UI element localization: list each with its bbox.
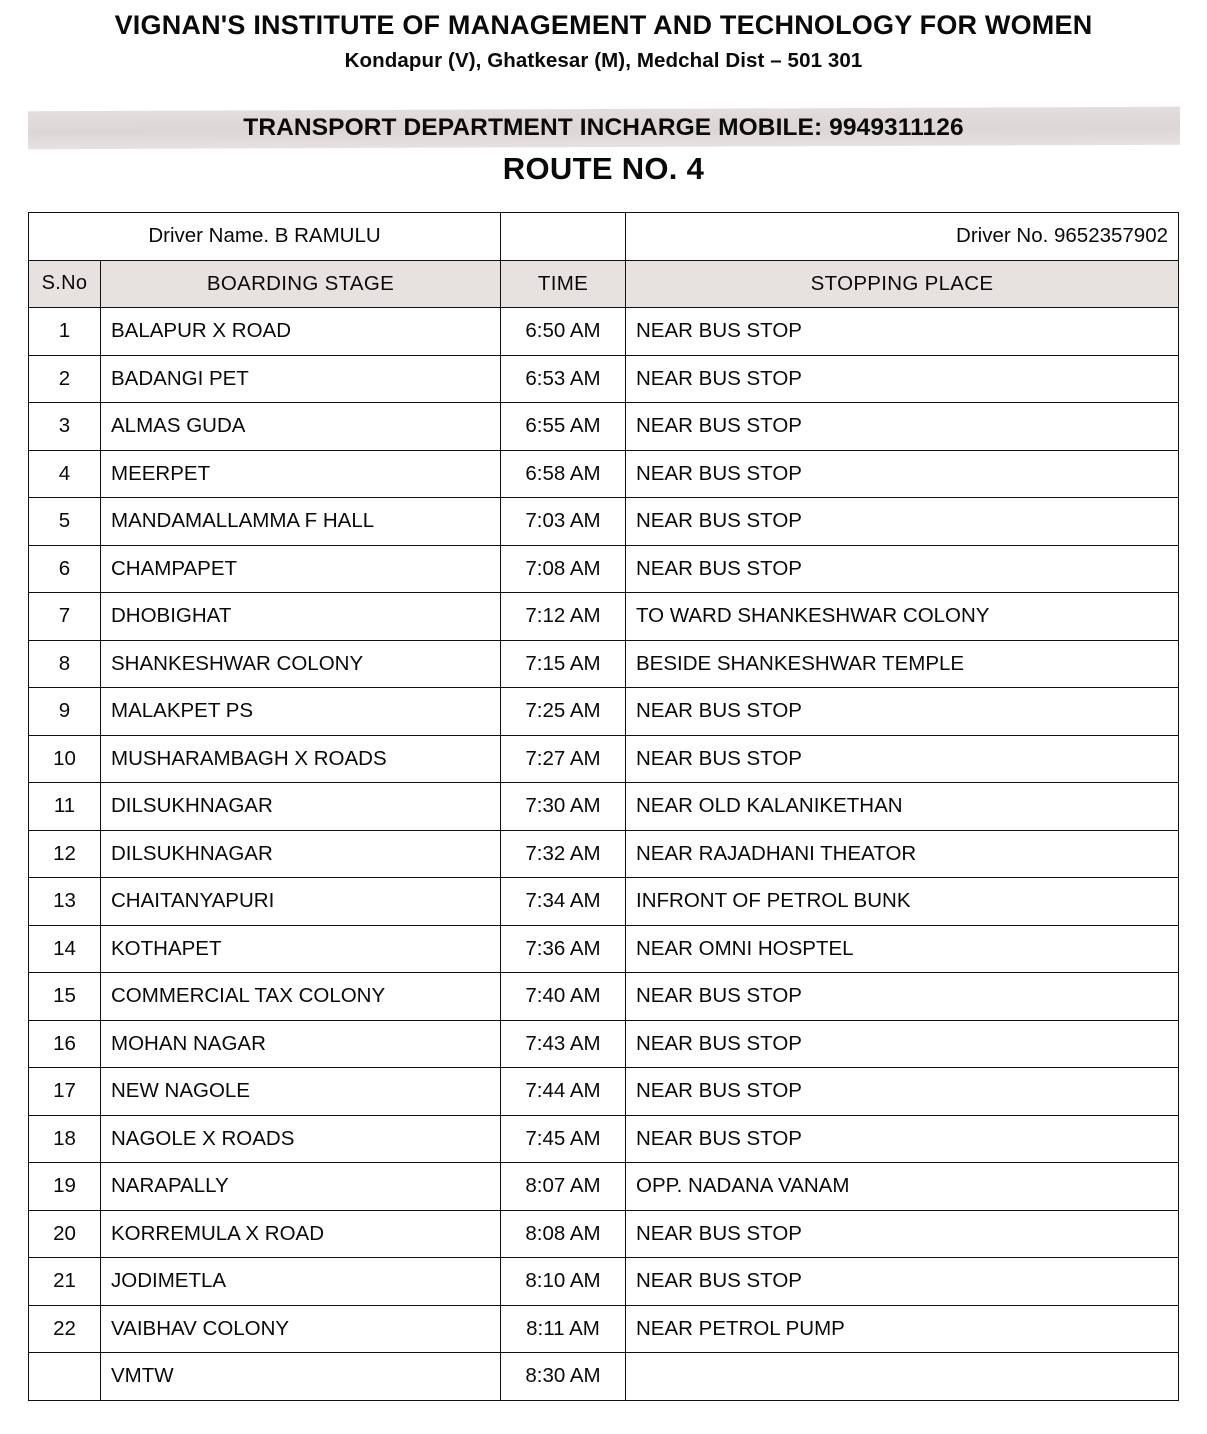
cell-time: 7:25 AM bbox=[501, 688, 626, 736]
cell-stopping-place: NEAR OLD KALANIKETHAN bbox=[626, 783, 1179, 831]
cell-boarding-stage: NAGOLE X ROADS bbox=[101, 1115, 501, 1163]
cell-time: 6:50 AM bbox=[501, 308, 626, 356]
table-row bbox=[29, 498, 1179, 546]
cell-time: 7:34 AM bbox=[501, 878, 626, 926]
table-row bbox=[29, 1210, 1179, 1258]
table-row bbox=[29, 925, 1179, 973]
cell-boarding-stage: NARAPALLY bbox=[101, 1163, 501, 1211]
cell-stopping-place: OPP. NADANA VANAM bbox=[626, 1163, 1179, 1211]
table-row bbox=[29, 783, 1179, 831]
cell-boarding-stage: MALAKPET PS bbox=[101, 688, 501, 736]
driver-blank-cell bbox=[501, 213, 626, 261]
column-header-sno: S.No bbox=[29, 260, 101, 308]
cell-time: 7:45 AM bbox=[501, 1115, 626, 1163]
cell-sno: 7 bbox=[29, 593, 101, 641]
cell-time: 8:30 AM bbox=[501, 1353, 626, 1401]
cell-sno: 8 bbox=[29, 640, 101, 688]
cell-time: 8:07 AM bbox=[501, 1163, 626, 1211]
cell-sno: 12 bbox=[29, 830, 101, 878]
cell-time: 7:12 AM bbox=[501, 593, 626, 641]
cell-boarding-stage: BADANGI PET bbox=[101, 355, 501, 403]
cell-time: 8:08 AM bbox=[501, 1210, 626, 1258]
institute-address: Kondapur (V), Ghatkesar (M), Medchal Dist – 501 301 bbox=[344, 48, 863, 72]
column-header-time: TIME bbox=[501, 260, 626, 308]
cell-sno: 4 bbox=[29, 450, 101, 498]
table-row bbox=[29, 1163, 1179, 1211]
cell-sno: 15 bbox=[29, 973, 101, 1021]
table-row bbox=[29, 403, 1179, 451]
cell-boarding-stage: ALMAS GUDA bbox=[101, 403, 501, 451]
table-row bbox=[29, 1020, 1179, 1068]
cell-sno: 3 bbox=[29, 403, 101, 451]
cell-sno: 2 bbox=[29, 355, 101, 403]
cell-time: 6:55 AM bbox=[501, 403, 626, 451]
cell-stopping-place: NEAR OMNI HOSPTEL bbox=[626, 925, 1179, 973]
cell-stopping-place: NEAR BUS STOP bbox=[626, 735, 1179, 783]
cell-boarding-stage: VMTW bbox=[101, 1353, 501, 1401]
cell-boarding-stage: CHAITANYAPURI bbox=[101, 878, 501, 926]
cell-sno bbox=[29, 1353, 101, 1401]
cell-sno: 10 bbox=[29, 735, 101, 783]
transport-incharge-banner bbox=[0, 109, 1207, 149]
cell-stopping-place: NEAR BUS STOP bbox=[626, 1115, 1179, 1163]
table-row bbox=[29, 1305, 1179, 1353]
table-row bbox=[29, 688, 1179, 736]
institute-name: VIGNAN'S INSTITUTE OF MANAGEMENT AND TECHNOLOGY FOR WOMEN bbox=[114, 10, 1093, 40]
route-title: ROUTE NO. 4 bbox=[502, 150, 705, 186]
cell-boarding-stage: JODIMETLA bbox=[101, 1258, 501, 1306]
table-row bbox=[29, 545, 1179, 593]
cell-boarding-stage: DILSUKHNAGAR bbox=[101, 830, 501, 878]
cell-time: 7:08 AM bbox=[501, 545, 626, 593]
table-row bbox=[29, 1258, 1179, 1306]
cell-stopping-place: NEAR BUS STOP bbox=[626, 355, 1179, 403]
table-row bbox=[29, 830, 1179, 878]
cell-time: 7:30 AM bbox=[501, 783, 626, 831]
cell-stopping-place bbox=[626, 1353, 1179, 1401]
cell-sno: 9 bbox=[29, 688, 101, 736]
cell-sno: 14 bbox=[29, 925, 101, 973]
table-row bbox=[29, 1115, 1179, 1163]
cell-time: 7:32 AM bbox=[501, 830, 626, 878]
cell-stopping-place: NEAR PETROL PUMP bbox=[626, 1305, 1179, 1353]
cell-boarding-stage: MOHAN NAGAR bbox=[101, 1020, 501, 1068]
cell-time: 7:15 AM bbox=[501, 640, 626, 688]
driver-number: Driver No. 9652357902 bbox=[626, 213, 1179, 261]
cell-time: 8:11 AM bbox=[501, 1305, 626, 1353]
cell-stopping-place: NEAR BUS STOP bbox=[626, 403, 1179, 451]
cell-sno: 19 bbox=[29, 1163, 101, 1211]
cell-stopping-place: INFRONT OF PETROL BUNK bbox=[626, 878, 1179, 926]
cell-stopping-place: NEAR BUS STOP bbox=[626, 688, 1179, 736]
route-table bbox=[28, 212, 1179, 1401]
route-table-container bbox=[28, 212, 1178, 1401]
cell-sno: 18 bbox=[29, 1115, 101, 1163]
driver-info-row bbox=[29, 213, 1179, 261]
cell-time: 8:10 AM bbox=[501, 1258, 626, 1306]
cell-stopping-place: BESIDE SHANKESHWAR TEMPLE bbox=[626, 640, 1179, 688]
cell-boarding-stage: SHANKESHWAR COLONY bbox=[101, 640, 501, 688]
cell-stopping-place: NEAR BUS STOP bbox=[626, 1068, 1179, 1116]
column-header-boarding-stage: BOARDING STAGE bbox=[101, 260, 501, 308]
table-row bbox=[29, 593, 1179, 641]
table-header-row bbox=[29, 260, 1179, 308]
cell-boarding-stage: MANDAMALLAMMA F HALL bbox=[101, 498, 501, 546]
cell-time: 7:36 AM bbox=[501, 925, 626, 973]
cell-boarding-stage: DHOBIGHAT bbox=[101, 593, 501, 641]
table-row bbox=[29, 355, 1179, 403]
table-row bbox=[29, 450, 1179, 498]
cell-boarding-stage: COMMERCIAL TAX COLONY bbox=[101, 973, 501, 1021]
cell-boarding-stage: MUSHARAMBAGH X ROADS bbox=[101, 735, 501, 783]
cell-time: 7:40 AM bbox=[501, 973, 626, 1021]
cell-sno: 1 bbox=[29, 308, 101, 356]
cell-boarding-stage: VAIBHAV COLONY bbox=[101, 1305, 501, 1353]
cell-sno: 6 bbox=[29, 545, 101, 593]
column-header-stopping-place: STOPPING PLACE bbox=[626, 260, 1179, 308]
cell-time: 7:44 AM bbox=[501, 1068, 626, 1116]
cell-stopping-place: NEAR BUS STOP bbox=[626, 1210, 1179, 1258]
table-row bbox=[29, 1353, 1179, 1401]
cell-boarding-stage: DILSUKHNAGAR bbox=[101, 783, 501, 831]
cell-time: 7:03 AM bbox=[501, 498, 626, 546]
driver-name: Driver Name. B RAMULU bbox=[29, 213, 501, 261]
cell-time: 6:58 AM bbox=[501, 450, 626, 498]
cell-sno: 17 bbox=[29, 1068, 101, 1116]
cell-stopping-place: NEAR BUS STOP bbox=[626, 1020, 1179, 1068]
cell-boarding-stage: NEW NAGOLE bbox=[101, 1068, 501, 1116]
cell-stopping-place: TO WARD SHANKESHWAR COLONY bbox=[626, 593, 1179, 641]
cell-sno: 22 bbox=[29, 1305, 101, 1353]
cell-time: 7:43 AM bbox=[501, 1020, 626, 1068]
cell-time: 6:53 AM bbox=[501, 355, 626, 403]
cell-boarding-stage: KORREMULA X ROAD bbox=[101, 1210, 501, 1258]
cell-stopping-place: NEAR BUS STOP bbox=[626, 498, 1179, 546]
table-row bbox=[29, 308, 1179, 356]
document-header bbox=[0, 0, 1207, 73]
table-row bbox=[29, 640, 1179, 688]
cell-sno: 11 bbox=[29, 783, 101, 831]
cell-sno: 20 bbox=[29, 1210, 101, 1258]
table-row bbox=[29, 973, 1179, 1021]
table-row bbox=[29, 735, 1179, 783]
cell-sno: 5 bbox=[29, 498, 101, 546]
cell-time: 7:27 AM bbox=[501, 735, 626, 783]
table-row bbox=[29, 878, 1179, 926]
cell-boarding-stage: CHAMPAPET bbox=[101, 545, 501, 593]
cell-stopping-place: NEAR BUS STOP bbox=[626, 1258, 1179, 1306]
cell-sno: 21 bbox=[29, 1258, 101, 1306]
transport-incharge-text: TRANSPORT DEPARTMENT INCHARGE MOBILE: 9949311126 bbox=[243, 113, 964, 141]
cell-stopping-place: NEAR BUS STOP bbox=[626, 450, 1179, 498]
cell-stopping-place: NEAR BUS STOP bbox=[626, 308, 1179, 356]
cell-sno: 16 bbox=[29, 1020, 101, 1068]
cell-stopping-place: NEAR BUS STOP bbox=[626, 545, 1179, 593]
cell-boarding-stage: BALAPUR X ROAD bbox=[101, 308, 501, 356]
cell-stopping-place: NEAR RAJADHANI THEATOR bbox=[626, 830, 1179, 878]
cell-boarding-stage: MEERPET bbox=[101, 450, 501, 498]
cell-boarding-stage: KOTHAPET bbox=[101, 925, 501, 973]
table-row bbox=[29, 1068, 1179, 1116]
cell-stopping-place: NEAR BUS STOP bbox=[626, 973, 1179, 1021]
cell-sno: 13 bbox=[29, 878, 101, 926]
